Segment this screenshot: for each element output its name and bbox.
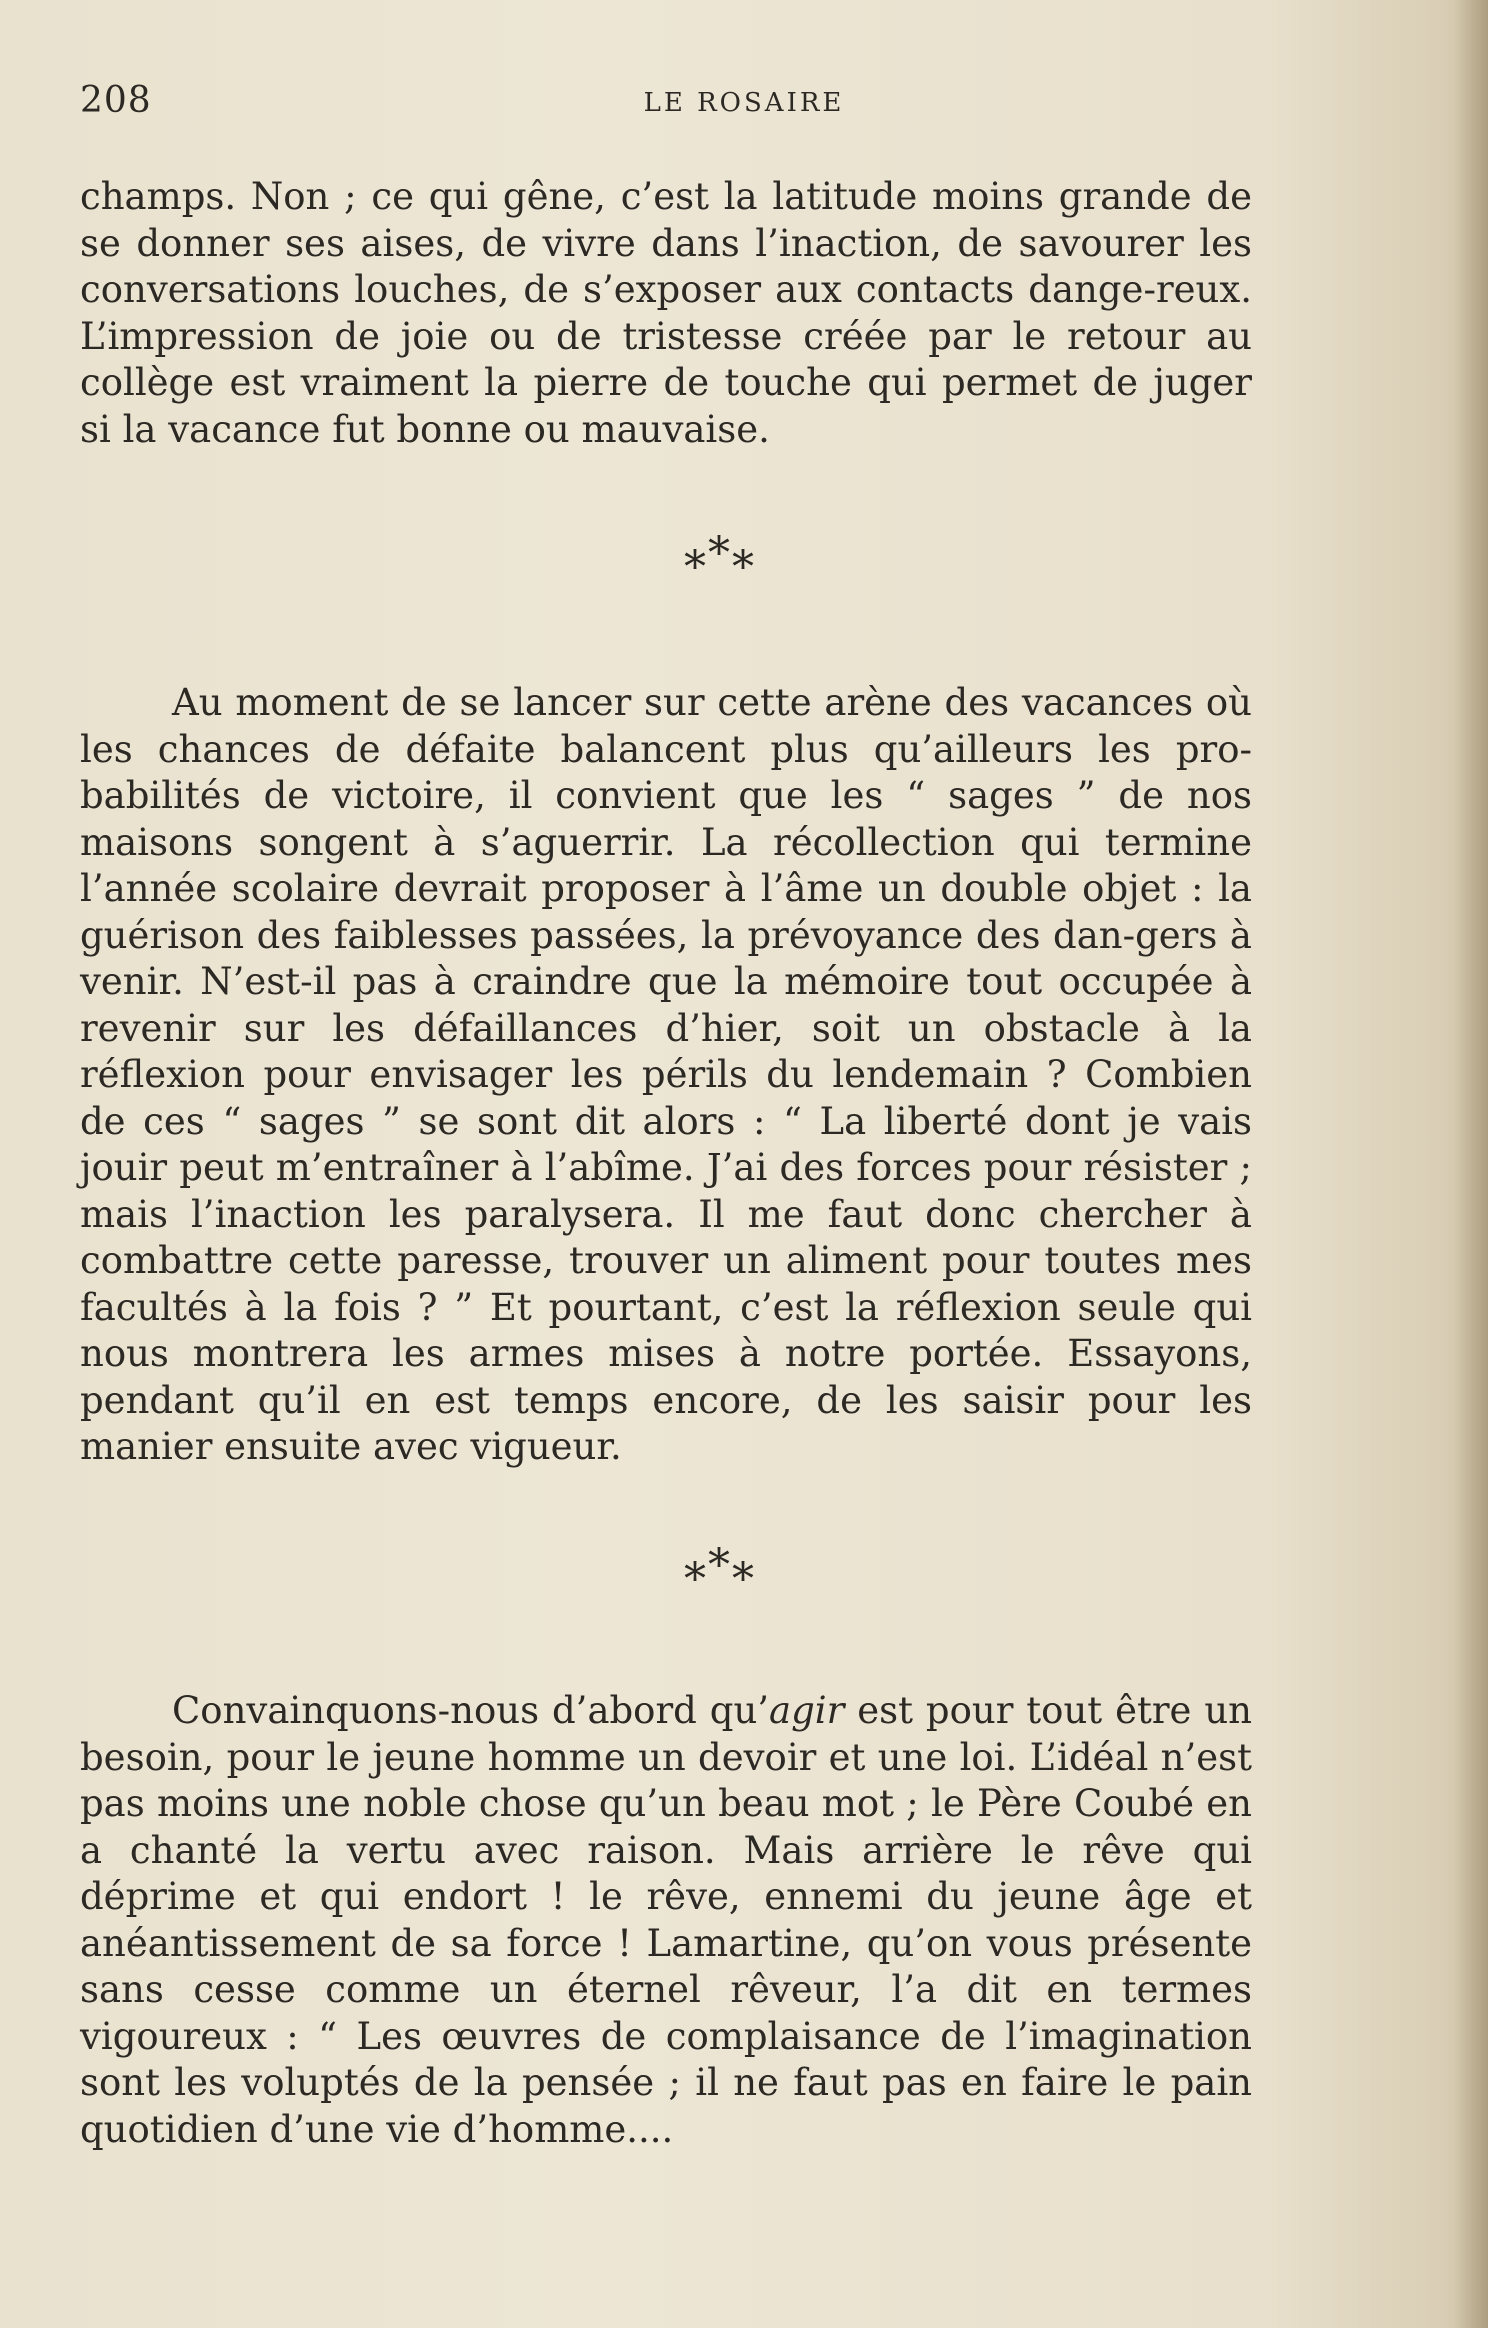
paragraph-3-start: Convainquons-nous d’abord qu’	[172, 1689, 770, 1732]
asterisk-right: *	[732, 1554, 756, 1605]
section-separator-2	[0, 1540, 1440, 1605]
asterisk-left: *	[684, 542, 708, 593]
italic-word-agir: agir	[769, 1689, 845, 1732]
page-number: 208	[80, 80, 152, 121]
paragraph-3	[80, 1688, 1252, 2153]
asterisk-left: *	[684, 1554, 708, 1605]
section-separator-1	[0, 528, 1440, 593]
paragraph-3-rest: est pour tout être un besoin, pour le jeune homme un devoir et une loi. L’idéal n’est pas moins une noble chose qu’un beau mot ; le Père Coubé en a chanté la vertu avec raison. Mais arrière le rêve qui déprime et qui endort ! le rêve, ennemi du jeune âge et anéantissement de sa force ! Lamartine, qu’on vous présente sans cesse comme un éternel rêveur, l’a dit en termes vigoureux : “ Les œuvres de complaisance de l’imagination sont les voluptés de la pensée ; il ne faut pas en faire le pain quotidien d’une vie d’homme....	[80, 1689, 1253, 2151]
running-title: LE ROSAIRE	[643, 88, 845, 118]
asterisk-right: *	[732, 542, 756, 593]
asterisk-middle: *	[708, 528, 732, 579]
paragraph-2: Au moment de se lancer sur cette arène des vacances où les chances de défaite balancent plus qu’ailleurs les pro-babilités de victoire, il convient que les “ sages ” de nos maisons songent à s’aguerrir. La récollection qui termine l’année scolaire devrait proposer à l’âme un double objet : la guérison des faiblesses passées, la prévoyance des dan-gers à venir. N’est-il pas à craindre que la mémoire tout occupée à revenir sur les défaillances d’hier, soit un obstacle à la réflexion pour envisager les périls du lendemain ? Combien de ces “ sages ” se sont dit alors : “ La liberté dont je vais jouir peut m’entraîner à l’abîme. J’ai des forces pour résister ; mais l’inaction les paralysera. Il me faut donc chercher à combattre cette paresse, trouver un aliment pour toutes mes facultés à la fois ? ” Et pourtant, c’est la réflexion seule qui nous montrera les armes mises à notre portée. Essayons, pendant qu’il en est temps encore, de les saisir pour les manier ensuite avec vigueur.	[80, 681, 1252, 1468]
asterisk-middle: *	[708, 1540, 732, 1591]
page-header	[0, 80, 1488, 130]
paragraph-1: champs. Non ; ce qui gêne, c’est la latitude moins grande de se donner ses aises, de vivre dans l’inaction, de savourer les conversations louches, de s’exposer aux contacts dange-reux. L’impression de joie ou de tristesse créée par le retour au collège est vraiment la pierre de touche qui permet de juger si la vacance fut bonne ou mauvaise.	[80, 175, 1252, 451]
page-edge-shadow	[1454, 0, 1488, 2328]
